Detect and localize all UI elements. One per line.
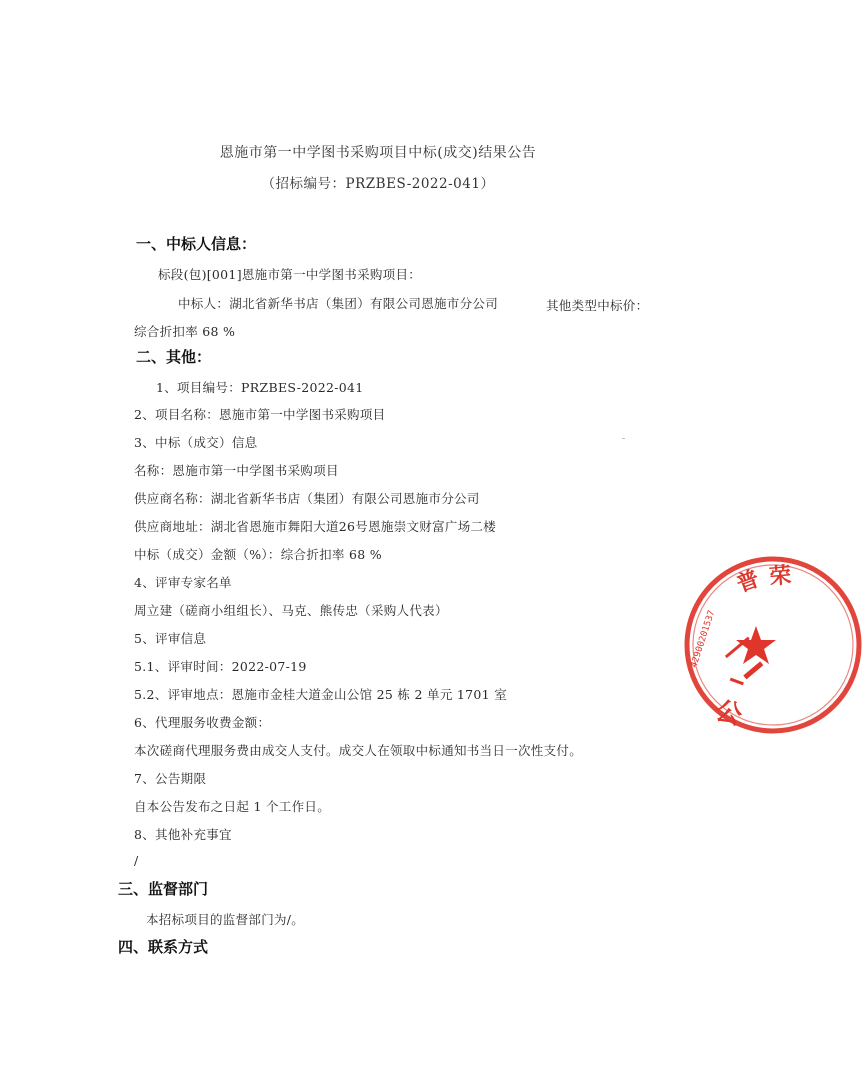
- seal-char-3: 公: [712, 695, 746, 732]
- detail-line: 5.2、评审地点：恩施市金桂大道金山公馆 25 栋 2 单元 1701 室: [134, 687, 507, 702]
- winner-line: 中标人：湖北省新华书店（集团）有限公司恩施市分公司: [178, 296, 499, 311]
- detail-line: 3、中标（成交）信息: [134, 435, 258, 450]
- detail-line: 中标（成交）金额（%）：综合折扣率 68 %: [134, 547, 382, 562]
- detail-line: 供应商名称：湖北省新华书店（集团）有限公司恩施市分公司: [134, 491, 480, 506]
- detail-line: 自本公告发布之日起 1 个工作日。: [134, 799, 331, 814]
- section-heading-other: 二、其他：: [136, 348, 212, 366]
- other-price-label: 其他类型中标价：: [546, 298, 649, 313]
- seal-mark-1: [743, 661, 763, 679]
- detail-line: 8、其他补充事宜: [134, 827, 232, 842]
- detail-line: 6、代理服务收费金额：: [134, 715, 271, 730]
- detail-line: 5.1、评审时间：2022-07-19: [134, 659, 307, 674]
- detail-line: 周立建（磋商小组组长）、马克、熊传忠（采购人代表）: [134, 603, 448, 618]
- detail-line: /: [134, 853, 139, 868]
- detail-line: 供应商地址：湖北省恩施市舞阳大道26号恩施崇文财富广场二楼: [134, 519, 497, 534]
- supervision-text: 本招标项目的监督部门为/。: [146, 912, 305, 927]
- seal-char-1: 普: [733, 566, 763, 598]
- section-heading-winner: 一、中标人信息：: [136, 235, 257, 253]
- detail-line: 名称：恩施市第一中学图书采购项目: [134, 463, 339, 478]
- section-heading-supervision: 三、监督部门: [118, 880, 209, 898]
- detail-line: 2、项目名称：恩施市第一中学图书采购项目: [134, 407, 386, 422]
- detail-line: 7、公告期限: [134, 771, 207, 786]
- page-title: 恩施市第一中学图书采购项目中标(成交)结果公告: [219, 145, 537, 161]
- detail-line: 5、评审信息: [134, 631, 207, 646]
- detail-line: 1、项目编号：PRZBES-2022-041: [156, 380, 364, 395]
- seal-char-2: 荣: [768, 563, 793, 590]
- seal-mark-3: [730, 678, 744, 686]
- official-seal-stamp: [678, 550, 868, 740]
- lot-line: 标段(包)[001]恩施市第一中学图书采购项目：: [158, 267, 422, 282]
- detail-line: 本次磋商代理服务费由成交人支付。成交人在领取中标通知书当日一次性支付。: [134, 743, 583, 758]
- scan-mark: [622, 438, 625, 439]
- seal-code-digits: 42900201537: [689, 609, 718, 669]
- tender-number: （招标编号：PRZBES-2022-041）: [261, 176, 495, 192]
- discount-line: 综合折扣率 68 %: [134, 324, 236, 339]
- section-heading-contact: 四、联系方式: [118, 938, 209, 956]
- detail-line: 4、评审专家名单: [134, 575, 232, 590]
